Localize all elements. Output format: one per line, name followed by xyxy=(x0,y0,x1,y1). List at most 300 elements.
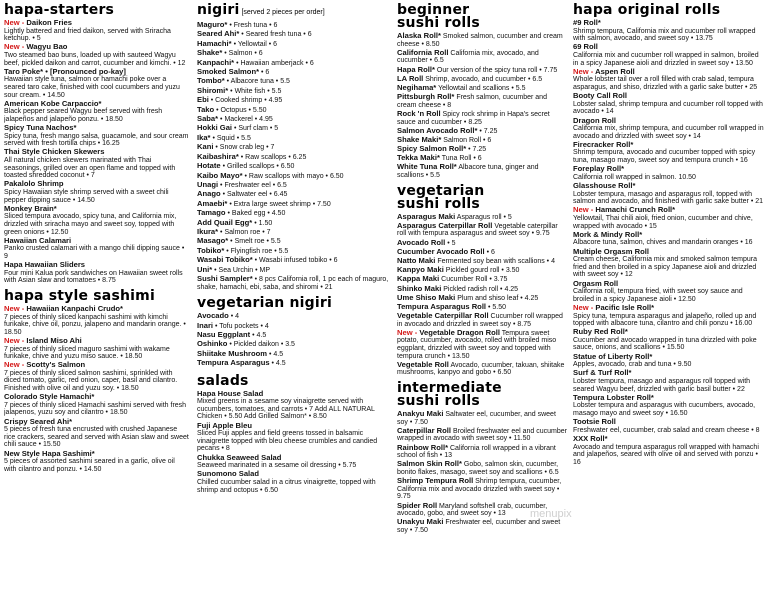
item-desc: Sliced Fuji apples and field greens tossed in balsamic vinaigrette topped with bleu cheese crumbles and candied pecans • 8 xyxy=(197,430,378,453)
item-desc: • Hawaiian amberjack • 6 xyxy=(234,59,314,67)
item-name: Pacific Isle Roll* xyxy=(595,302,655,312)
item-desc: • 5.50 xyxy=(486,303,507,311)
item-name: Avocado Roll xyxy=(397,237,446,247)
item-name: Spicy Tuna Nachos* xyxy=(4,123,77,133)
item-desc: • Fresh tuna • 6 xyxy=(227,22,278,29)
menu-item xyxy=(397,110,567,126)
item-desc: Cucumber roll wrapped in avocado and drizzled in sweet soy • 8.75 xyxy=(397,313,563,328)
item-name: Tekka Maki* xyxy=(397,153,440,163)
item-name: Statue of Liberty Roll* xyxy=(573,351,653,361)
item-name: Aspen Roll xyxy=(595,66,635,76)
item-name: Unagi xyxy=(197,179,219,189)
item-name: Nasu Eggplant xyxy=(197,329,251,339)
intermediate-title-2: sushi rolls xyxy=(397,393,480,410)
item-name: Wasabi Tobiko* xyxy=(197,255,253,265)
item-name: Vegetable Dragon Roll xyxy=(419,327,500,337)
item-desc: Lobster tempura, masago and asparagus roll, topped with salmon and avocado, and finished with garlic sake butter • 21 xyxy=(573,190,764,206)
menu-item xyxy=(397,32,567,48)
item-desc: • 6 xyxy=(259,69,270,77)
item-name: Asparagus Maki xyxy=(397,211,456,221)
menu-item xyxy=(4,43,189,67)
vegetarian-title-1: vegetarian xyxy=(397,182,485,199)
item-desc: Two steamed bao buns, loaded up with sauteed Wagyu beef, pickled daikon and carrot, cucumber and kimchi. • 12 xyxy=(4,51,186,67)
item-desc: Shrimp tempura, avocado and cucumber topped with spicy tuna, masago mayo, sweet soy and tempura crunch • 16 xyxy=(573,149,756,165)
item-desc: California roll wrapped in a vibrant school of fish • 13 xyxy=(397,444,556,460)
item-name: Smoked Salmon* xyxy=(197,67,260,77)
item-desc: • 7.25 xyxy=(466,146,487,154)
item-desc: Gobo, salmon skin, cucumber, bonito flakes, masago, sweet soy and scallions • 6.5 xyxy=(397,461,559,476)
menu-item xyxy=(397,49,567,65)
item-desc: Whole lobster tail over a roll filled with crab salad, tempura asparagus, and shiso, drizzled with a garlic sake butter • 25 xyxy=(573,76,758,91)
item-name: Shake* xyxy=(197,48,223,58)
item-name: Hawaiian Kanpachi Crudo* xyxy=(26,303,124,313)
item-name: Spider Roll xyxy=(397,500,438,510)
new-badge: New - xyxy=(4,18,27,27)
item-name: Alaska Roll* xyxy=(397,31,441,40)
sampler-name: Sushi Sampler* xyxy=(197,273,253,283)
item-name: Firecracker Roll* xyxy=(573,139,634,149)
item-name: Wagyu Bao xyxy=(26,42,68,52)
menu-item xyxy=(197,312,390,321)
item-name: Uni* xyxy=(197,264,213,274)
item-desc: • Salmon • 6 xyxy=(222,50,263,58)
item-desc: Chilled cucumber salad in a citrus vinaigrette, topped with shrimp and octopus • 6.50 xyxy=(197,478,376,494)
item-desc: Panko crusted calamari with a mango chili dipping sauce • 9 xyxy=(4,245,185,260)
menu-item xyxy=(573,369,765,393)
item-desc: • Tofu pockets • 4 xyxy=(213,322,269,330)
item-desc: Lightly battered and fried daikon, served with Sriracha ketchup. • 5 xyxy=(4,27,171,43)
item-desc: Spicy Hawaiian style shrimp served with a sweet chili pepper dipping sauce • 14.50 xyxy=(4,189,169,204)
item-desc: • 1.50 xyxy=(252,219,273,227)
item-desc: • Baked egg • 4.50 xyxy=(225,210,286,218)
watermark: menupix xyxy=(530,508,572,520)
item-desc: California mix, avocado, and cucumber • 6.5 xyxy=(397,49,539,65)
item-desc: • 5 xyxy=(445,239,456,247)
item-desc: 7 pieces of thinly sliced maguro sashimi with wakame furikake, chive and yuzu miso sauce. • 18.50 xyxy=(4,345,170,361)
new-badge: New - xyxy=(573,205,596,215)
menu-item xyxy=(573,280,765,304)
menu-item xyxy=(397,518,567,534)
menu-item xyxy=(573,328,765,352)
item-name: Anakyu Maki xyxy=(397,409,444,419)
item-desc: • Albacore tuna • 5.5 xyxy=(224,78,290,86)
nigiri-list xyxy=(197,21,390,275)
item-desc: Fresh salmon, cucumber and cream cheese • 8 xyxy=(397,94,547,109)
menu-item xyxy=(197,256,390,265)
item-name: Booty Call Roll xyxy=(573,91,628,101)
item-name: Orgasm Roll xyxy=(573,278,619,288)
item-name: Amaebi* xyxy=(197,198,228,208)
item-desc: Hawaiian style tuna, salmon or hamachi poke over a seared taro cake, finished with cool cucumbers and yuzu sour cream. • 14.50 xyxy=(4,76,180,99)
item-name: Hotate xyxy=(197,161,221,171)
item-name: Ruby Red Roll* xyxy=(573,327,628,337)
item-name: Shrimp Tempura Roll xyxy=(397,476,474,486)
menu-item xyxy=(197,124,390,133)
menu-item xyxy=(197,390,390,421)
menu-item xyxy=(4,205,189,236)
menu-item xyxy=(573,435,765,466)
item-desc: • Yellowtail • 6 xyxy=(231,40,277,48)
item-name: Kaibashira* xyxy=(197,151,239,161)
item-name: Fuji Apple Bleu xyxy=(197,420,252,430)
item-name: Kanpachi* xyxy=(197,57,235,67)
item-desc: • Octopus • 5.50 xyxy=(214,106,267,114)
item-desc: • Squid • 5.5 xyxy=(210,134,251,142)
item-name: White Tuna Roll* xyxy=(397,162,457,172)
menu-item xyxy=(4,148,189,179)
beginner-title-1: beginner xyxy=(397,2,470,18)
item-name: 69 Roll xyxy=(573,42,598,52)
item-desc: • Salmon roe • 7 xyxy=(218,228,271,236)
item-desc: • Smelt roe • 5.5 xyxy=(228,238,281,246)
item-desc: Maryland softshell crab, cucumber, avocado, gobo, and sweet soy • 13 xyxy=(397,502,548,518)
menu-item xyxy=(197,470,390,494)
item-name: Cucumber Avocado Roll xyxy=(397,246,485,256)
beginner-title-2: sushi rolls xyxy=(397,15,480,31)
item-desc: • 4.5 xyxy=(267,350,284,358)
original-rolls-list xyxy=(573,19,765,466)
menu-item xyxy=(397,410,567,426)
item-desc: 5 pieces of assorted sashimi seared in a garlic, olive oil with cilantro and ponzu. • 14.50 xyxy=(4,458,175,473)
item-desc: Cucumber and avocado wrapped in tuna drizzled with poke sauce, onions, and scallions • 15.50 xyxy=(573,336,757,352)
item-desc: • Saltwater eel • 6.45 xyxy=(220,191,288,199)
section-title-nigiri xyxy=(197,4,390,19)
item-name: Add Quail Egg* xyxy=(197,217,253,227)
item-desc: California roll, tempura fried, with sweet soy sauce and broiled in a spicy Japanese aioli • 12.50 xyxy=(573,288,743,303)
menu-item xyxy=(397,460,567,476)
menu-item xyxy=(4,68,189,99)
item-desc: • Surf clam • 5 xyxy=(232,125,279,133)
item-desc: Seaweed marinated in a sesame oil dressing • 5.75 xyxy=(197,462,357,470)
item-name: Tombo* xyxy=(197,76,225,86)
item-name: Foreplay Roll* xyxy=(573,164,625,174)
item-name: Tempura Asparagus Roll xyxy=(397,301,487,311)
section-title-vegetarian xyxy=(397,182,567,212)
item-name: Hawaiian Calamari xyxy=(4,235,72,245)
item-name: Kaibo Mayo* xyxy=(197,170,243,180)
menu-item xyxy=(573,92,765,116)
item-name: Tootsie Roll xyxy=(573,417,616,427)
item-name: Natto Maki xyxy=(397,255,436,265)
item-desc: Avocado and tempura asparagus roll wrapped with hamachi and jalapeños, seared with olive oil and served with ponzu • 16 xyxy=(573,443,759,466)
item-name: Hamachi* xyxy=(197,38,232,48)
menu-item xyxy=(573,68,765,92)
item-name: Oshinko xyxy=(197,339,228,349)
item-name: #9 Roll* xyxy=(573,18,601,27)
item-desc: • Wasabi infused tobiko • 6 xyxy=(252,257,338,265)
item-name: XXX Roll* xyxy=(573,433,608,443)
item-name: California Roll xyxy=(397,47,449,57)
item-desc: California mix, shrimp tempura, and cucumber roll wrapped in avocado and drizzled with sweet soy • 14 xyxy=(573,125,764,140)
menu-item xyxy=(197,134,390,143)
item-desc: Salmon Roll • 6 xyxy=(441,136,492,144)
menu-item xyxy=(197,87,390,96)
item-desc: • Mackerel • 4.95 xyxy=(218,116,273,124)
item-name: Caterpillar Roll xyxy=(397,425,452,435)
item-desc: Pickled radish roll • 4.25 xyxy=(441,285,519,293)
menu-item xyxy=(573,394,765,418)
menu-item xyxy=(573,182,765,206)
item-name: Hokki Gai xyxy=(197,123,233,133)
menu-item xyxy=(197,219,390,228)
menu-item xyxy=(573,165,765,181)
item-desc: Shrimp tempura, California mix and cucumber roll wrapped with salmon, avocado, and sweet soy • 13.75 xyxy=(573,27,756,43)
menu-item xyxy=(573,141,765,165)
new-badge: New - xyxy=(4,335,27,345)
item-desc: Cream cheese, California mix and smoked salmon tempura fried and then broiled in a spicy Japanese aioli and drizzled with sweet soy • 12 xyxy=(573,256,758,279)
menu-item xyxy=(197,40,390,49)
item-name: Vegetable Caterpillar Roll xyxy=(397,311,489,321)
item-name: Saba* xyxy=(197,114,219,124)
item-desc: Spicy tuna, fresh mango salsa, guacamole, and sour cream served with fresh tortilla chips • 16.25 xyxy=(4,132,189,148)
menu-item xyxy=(397,329,567,360)
column-starters-sashimi xyxy=(4,0,189,594)
menu-item xyxy=(197,422,390,453)
item-name: Asparagus Caterpillar Roll xyxy=(397,220,493,230)
item-name: Avocado xyxy=(197,311,229,321)
menu-item xyxy=(4,305,189,336)
new-badge: New - xyxy=(573,302,596,312)
menu-item xyxy=(4,418,189,449)
new-badge: New - xyxy=(4,360,27,370)
item-desc: Shrimp tempura, cucumber, California mix and avocado drizzled with sweet soy • 9.75 xyxy=(397,478,562,501)
item-desc: Plum and shiso leaf • 4.25 xyxy=(455,294,539,302)
menu-item xyxy=(4,180,189,204)
item-desc: California roll wrapped in salmon. 10.50 xyxy=(573,173,696,181)
item-name: LA Roll xyxy=(397,73,424,83)
item-name: Rainbow Roll* xyxy=(397,442,449,452)
item-desc: Our version of the spicy tuna roll • 7.75 xyxy=(434,66,558,74)
item-desc: • Sea Urchin • MP xyxy=(212,266,270,274)
item-desc: Saltwater eel, cucumber, and sweet soy • 7.50 xyxy=(397,411,556,426)
menu-item xyxy=(397,444,567,460)
menu-item xyxy=(197,237,390,246)
item-name: Inari xyxy=(197,320,214,330)
item-name: Colorado Style Hamachi* xyxy=(4,392,95,402)
item-name: Glasshouse Roll* xyxy=(573,181,636,191)
menu-item xyxy=(197,454,390,470)
menu-item xyxy=(397,427,567,443)
item-name: Anago xyxy=(197,189,221,199)
item-name: Hapa Hawaiian Sliders xyxy=(4,260,86,270)
menu-item xyxy=(573,231,765,247)
item-name: Spicy Salmon Roll* xyxy=(397,144,467,154)
menu-item xyxy=(4,100,189,124)
item-name: Negihama* xyxy=(397,82,437,92)
item-desc: Yellowtail, Thai chili aioli, fried onion, cucumber and chive, wrapped with avocado • 15 xyxy=(573,215,753,230)
item-desc: Tempura sweet potato, cucumber, avocado, rolled with broiled miso eggplant, drizzled with sweet soy and topped with tempura crunch • 13.50 xyxy=(397,329,557,360)
item-name: American Kobe Carpaccio* xyxy=(4,98,102,108)
item-desc: • 4.5 xyxy=(269,360,286,368)
item-name: New Style Hapa Sashimi* xyxy=(4,448,95,458)
new-badge: New - xyxy=(4,303,27,313)
menu-item xyxy=(197,181,390,190)
section-title-beginner xyxy=(397,4,567,30)
item-name: Shiitake Mushroom xyxy=(197,348,268,358)
item-name: Seared Ahi* xyxy=(197,29,240,39)
item-name: Hapa Roll* xyxy=(397,64,435,74)
menu-item xyxy=(573,206,765,230)
new-badge: New - xyxy=(573,66,596,76)
item-desc: Fermented soy bean with scallions • 4 xyxy=(435,257,555,265)
menu-item xyxy=(573,418,765,434)
menu-item xyxy=(4,450,189,474)
menu-item xyxy=(397,93,567,109)
item-name: Scotty's Salmon xyxy=(26,360,86,370)
item-desc: Broiled freshwater eel and cucumber wrapped in avocado with sweet soy • 11.50 xyxy=(397,427,567,443)
item-name: Hapa House Salad xyxy=(197,388,264,398)
item-name: Ika* xyxy=(197,132,211,142)
item-name: Monkey Brain* xyxy=(4,203,57,213)
item-desc: All natural chicken skewers marinated with Thai seasonings, grilled over an open flame and topped with toasted shredded coconut • 7 xyxy=(4,157,176,180)
item-name: Ikura* xyxy=(197,226,219,236)
sampler-desc: • 8 pcs California roll, 1 pc each of maguro, shake, hamachi, ebi, saba, and shiromi • 21 xyxy=(197,275,389,291)
item-name: Tempura Asparagus xyxy=(197,358,270,368)
item-desc: Freshwater eel, cucumber and sweet soy • 7.50 xyxy=(397,519,561,534)
item-name: Salmon Skin Roll* xyxy=(397,459,462,469)
item-desc: Mixed greens in a sesame soy vinaigrette served with cucumbers, tomatoes, and carrots • 7 Add ALL NATURAL Chicken • 5.50 Add Grilled Salmon* • 8.50 xyxy=(197,398,375,421)
item-name: Shinko Maki xyxy=(397,283,442,293)
item-desc: Black pepper seared Wagyu beef served with fresh jalapeños and jalapeño ponzu. • 18.50 xyxy=(4,108,163,123)
menu-item xyxy=(573,353,765,369)
item-desc: Apples, avocado, crab and tuna • 9.50 xyxy=(573,361,692,369)
item-desc: • Seared fresh tuna • 6 xyxy=(239,31,312,39)
vegetarian-rolls-list xyxy=(397,213,567,377)
menu-item xyxy=(4,124,189,148)
item-desc: Cucumber Roll • 3.75 xyxy=(439,276,508,284)
item-desc: Avocado, cucumber, takuan, shiitake mushrooms, kanpyo and gobo • 6.50 xyxy=(397,361,565,377)
item-name: Vegetable Roll xyxy=(397,359,449,369)
item-desc: • Freshwater eel • 6.5 xyxy=(218,181,287,189)
section-title-salads: salads xyxy=(197,372,249,389)
item-name: Crispy Seared Ahi* xyxy=(4,416,73,426)
item-name: Kanpyo Maki xyxy=(397,265,444,275)
item-desc: Yellowtail and scallions • 5.5 xyxy=(436,84,526,92)
item-desc: Shrimp, avocado, and cucumber • 6.5 xyxy=(423,75,543,83)
menu-item xyxy=(197,172,390,181)
item-name: Surf & Turf Roll* xyxy=(573,368,632,378)
item-name: Island Miso Ahi xyxy=(26,335,82,345)
item-name: Dragon Roll xyxy=(573,115,617,125)
item-desc: Lobster tempura, masago and asparagus roll topped with seared Wagyu beef, drizzled with garlic basil butter • 22 xyxy=(573,378,751,393)
menu-item xyxy=(397,361,567,377)
veg-nigiri-list xyxy=(197,312,390,368)
menu-item xyxy=(4,261,189,285)
item-desc: Asparagus roll • 5 xyxy=(455,213,512,221)
starters-list xyxy=(4,19,189,285)
item-desc: Four mini Kalua pork sandwiches on Hawaiian sweet rolls with Asian slaw and tomatoes • 8.75 xyxy=(4,269,183,285)
item-desc: California mix and cucumber roll wrapped in salmon, broiled in a spicy Japanese aioli and drizzled in sweet soy • 13.50 xyxy=(573,51,759,67)
item-desc: • Grilled scallops • 6.50 xyxy=(220,163,295,171)
column-nigiri-salads xyxy=(197,0,390,594)
menu-item xyxy=(4,19,189,43)
vegetarian-title-2: sushi rolls xyxy=(397,195,480,212)
item-name: Pittsburgh Roll* xyxy=(397,92,455,102)
nigiri-title: nigiri xyxy=(197,2,240,18)
item-desc: 5 pieces of fresh tuna encrusted with crushed Japanese rice crackers, seared and served with Asian slaw and sweet chili sauce • 15.50 xyxy=(4,426,189,449)
sushi-sampler xyxy=(197,275,390,291)
menu-item xyxy=(4,361,189,392)
item-name: Shake Maki* xyxy=(397,134,442,144)
item-desc: • Pickled daikon • 3.5 xyxy=(227,341,295,349)
item-name: Unakyu Maki xyxy=(397,517,444,527)
menu-item xyxy=(573,304,765,328)
item-name: Mork & Mindy Roll* xyxy=(573,229,643,239)
item-name: Tempura Lobster Roll* xyxy=(573,392,654,402)
item-name: Maguro* xyxy=(197,20,228,29)
item-desc: • 6 xyxy=(484,248,495,256)
item-name: Ebi xyxy=(197,95,209,105)
section-title-original: hapa original rolls xyxy=(573,2,721,18)
menu-item xyxy=(397,163,567,179)
item-desc: Smoked salmon, cucumber and cream cheese • 8.50 xyxy=(397,33,563,48)
item-name: Daikon Fries xyxy=(26,18,72,27)
item-desc: Albacore tuna, salmon, chives and mandarin oranges • 16 xyxy=(573,239,753,247)
item-name: Tobiko* xyxy=(197,245,225,255)
item-name: Shiromi* xyxy=(197,85,229,95)
menu-item xyxy=(197,106,390,115)
section-title-starters: hapa-starters xyxy=(4,2,115,18)
menu-item xyxy=(397,312,567,328)
column-original-rolls xyxy=(573,0,765,594)
item-desc: • Raw scallops • 6.25 xyxy=(238,153,307,161)
item-desc: Lobster tempura and asparagus with cucumbers, avocado, masago mayo and sweet soy • 16.50 xyxy=(573,402,756,417)
item-name: Kani xyxy=(197,142,214,152)
item-desc: • 4.5 xyxy=(250,331,267,339)
item-desc: Tuna Roll • 6 xyxy=(439,155,482,163)
menu-item xyxy=(4,237,189,261)
item-desc: Lobster salad, shrimp tempura and cucumber roll topped with avocado • 14 xyxy=(573,100,763,116)
item-desc: • Flyingfish roe • 5.5 xyxy=(224,247,289,255)
item-desc: • Cooked shrimp • 4.95 xyxy=(208,97,283,105)
item-name: Rock 'n Roll xyxy=(397,108,441,118)
item-desc: Spicy tuna, tempura asparagus and jalapeño, rolled up and topped with albacore tuna, cilantro and chili ponzu • 16.00 xyxy=(573,312,757,328)
item-name: Hamachi Crunch Roll* xyxy=(595,205,676,215)
item-desc: 7 pieces of thinly sliced Hamachi sashimi served with fresh jalapenos, yuzu soy and cilantro • 18.50 xyxy=(4,401,187,417)
menu-item xyxy=(573,43,765,67)
item-name: Chukka Seaweed Salad xyxy=(197,452,282,462)
item-desc: Spicy rock shrimp in Hapa's secret sauce and cucumber • 8.25 xyxy=(397,110,550,126)
item-desc: 7 pieces of thinly sliced salmon sashimi, sprinkled with diced tomato, garlic, red onion, caper, basil and cilantro. Finished with olive oil and yuzu soy. • 18.50 xyxy=(4,369,178,393)
menu-item xyxy=(397,477,567,501)
item-desc: • 4 xyxy=(228,313,240,321)
sashimi-list xyxy=(4,305,189,473)
beginner-list xyxy=(397,32,567,180)
intermediate-title-1: intermediate xyxy=(397,380,502,397)
item-name: Taro Poke* • [Pronounced po-kay] xyxy=(4,66,126,76)
item-name: Salmon Avocado Roll* xyxy=(397,125,478,135)
item-desc: Pickled gourd roll • 3.50 xyxy=(443,267,520,275)
section-title-veg-nigiri: vegetarian nigiri xyxy=(197,295,332,312)
item-desc: Albacore tuna, ginger and scallions • 5.5 xyxy=(397,164,539,180)
column-rolls xyxy=(397,0,567,594)
new-badge: New - xyxy=(397,327,420,337)
section-title-sashimi: hapa style sashimi xyxy=(4,287,155,304)
nigiri-note: [served 2 pieces per order] xyxy=(239,9,325,16)
menu-item xyxy=(197,68,390,77)
section-title-intermediate xyxy=(397,382,567,408)
salads-list xyxy=(197,390,390,495)
menu-item xyxy=(4,337,189,361)
item-name: Pakalolo Shrimp xyxy=(4,179,64,189)
menu-item xyxy=(397,222,567,238)
item-name: Thai Style Chicken Skewers xyxy=(4,147,105,157)
item-name: Tamago xyxy=(197,208,226,218)
new-badge: New - xyxy=(4,42,27,52)
item-desc: • Raw scallops with mayo • 6.50 xyxy=(242,172,344,180)
menu-item xyxy=(197,153,390,162)
item-desc: Vegetable caterpillar roll with tempura asparagus and sweet soy • 9.75 xyxy=(397,222,558,238)
